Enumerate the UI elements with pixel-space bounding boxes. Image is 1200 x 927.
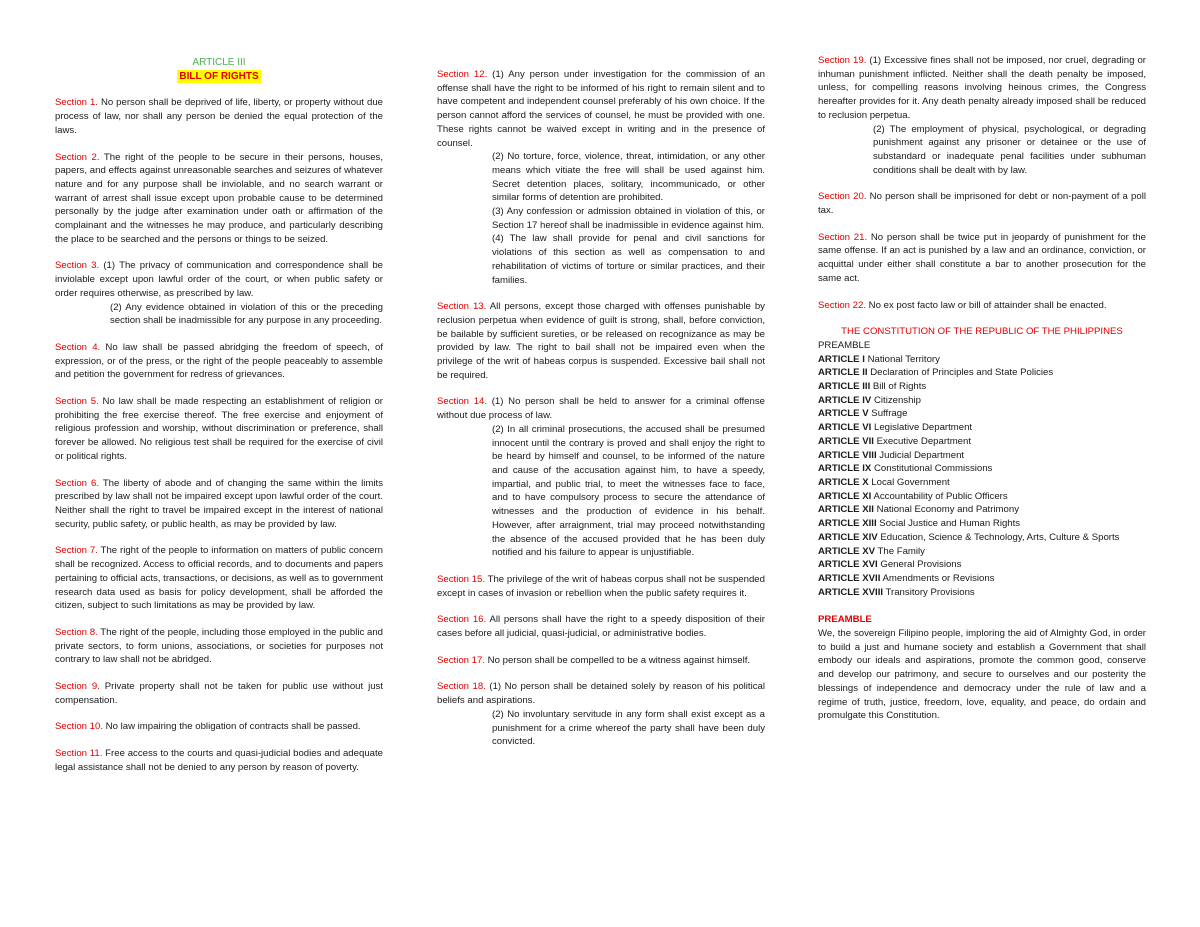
article-number: ARTICLE VII [818, 435, 874, 447]
article-list-item [818, 380, 1146, 394]
article-title: Bill of Rights [870, 381, 927, 393]
section-text: No person shall be twice put in jeopardy of punishment for the same offense. If an act is punished by a law and an ordinance, conviction, or acquittal under either shall constitute a bar to another prosecution for the same act. [818, 231, 1146, 284]
section-paragraph [55, 626, 383, 667]
column-1 [55, 56, 383, 788]
section-paragraph [437, 654, 765, 668]
article-list-item [818, 394, 1146, 408]
section-label: Section 1. [55, 97, 98, 109]
article-number: ARTICLE XVII [818, 572, 881, 584]
section-text: No law shall be passed abridging the freedom of speech, of expression, or of the press, or the right of the people peaceably to assemble and petition the government for redress of grievances. [55, 341, 383, 381]
article-list-item [818, 586, 1146, 600]
subsection-text: (2) No torture, force, violence, threat, intimidation, or any other means which vitiate the free will shall be used against him. Secret detention places, solitary, incommunicado, or other similar forms of detention are prohibited. [492, 151, 765, 204]
article-list-item [818, 407, 1146, 421]
section-label: Section 7. [55, 545, 98, 557]
subsection-text: (2) The employment of physical, psychological, or degrading punishment against any prisoner or detainee or the use of substandard or inadequate penal facilities under subhuman conditions shall be dealt with by law. [873, 123, 1146, 176]
article-number: ARTICLE II [818, 367, 868, 379]
subsection-text: (4) The law shall provide for penal and civil sanctions for violations of this section as well as compensation to and rehabilitation of victims of torture or similar practices, and their families. [492, 233, 765, 286]
article-number: ARTICLE VI [818, 422, 872, 434]
article-title: Local Government [868, 476, 950, 488]
constitution-title: THE CONSTITUTION OF THE REPUBLIC OF THE PHILIPPINES [841, 326, 1123, 338]
section-paragraph [437, 680, 765, 749]
article-list [818, 353, 1146, 600]
section-text: (1) Any person under investigation for the commission of an offense shall have the right to be informed of his right to remain silent and to have competent and independent counsel preferably of his own choice. If the person cannot afford the services of counsel, he must be provided with one. These rights cannot be waived except in writing and in the presence of counsel. [437, 69, 765, 149]
section-label: Section 14. [437, 396, 488, 408]
article-list-item [818, 545, 1146, 559]
section-list [437, 68, 765, 749]
section-paragraph [55, 151, 383, 247]
article-number: ARTICLE XII [818, 504, 874, 516]
section-paragraph [437, 68, 765, 287]
section-label: Section 5. [55, 396, 99, 408]
section-label: Section 9. [55, 681, 100, 693]
section-paragraph [55, 341, 383, 382]
article-title: Education, Science & Technology, Arts, Culture & Sports [877, 531, 1120, 543]
article-list-item [818, 517, 1146, 531]
section-label: Section 17. [437, 654, 486, 666]
section-list [55, 96, 383, 774]
section-label: Section 8. [55, 626, 98, 638]
section-label: Section 18. [437, 681, 486, 693]
section-text: The right of the people to information on matters of public concern shall be recognized. Access to official records, and to documents and papers pertaining to official acts, transactions, or decisions, as well as to government research data used as basis for policy development, shall be afforded the citizen, subject to such limitations as may be provided by law. [55, 545, 383, 612]
section-text: The privilege of the writ of habeas corpus shall not be suspended except in cases of invasion or rebellion when the public safety requires it. [437, 573, 765, 599]
article-list-item [818, 531, 1146, 545]
section-text: (1) No person shall be held to answer for a criminal offense without due process of law. [437, 396, 765, 422]
section-label: Section 12. [437, 69, 488, 80]
section-text: The right of the people, including those employed in the public and private sectors, to form unions, associations, or societies for purposes not contrary to law shall not be abridged. [55, 626, 384, 666]
article-list-item [818, 503, 1146, 517]
article-list-item [818, 558, 1146, 572]
section-paragraph [55, 747, 383, 774]
article-title: National Territory [864, 353, 940, 365]
article-number: ARTICLE XIII [818, 518, 877, 530]
subsection-text: (3) Any confession or admission obtained in violation of this, or Section 17 hereof shall be inadmissible in evidence against him. [492, 206, 765, 231]
article-number: ARTICLE XI [818, 490, 872, 502]
section-paragraph [818, 54, 1146, 177]
section-paragraph [437, 573, 765, 600]
column-3 [818, 54, 1146, 723]
article-title: Citizenship [871, 394, 921, 406]
article-heading: ARTICLE III [192, 57, 246, 68]
section-text: The liberty of abode and of changing the same within the limits prescribed by law shall not be impaired except upon lawful order of the court. Neither shall the right to travel be impaired except in the interest of national security, public safety, or public health, as may be provided by law. [55, 477, 383, 530]
section-label: Section 13. [437, 301, 487, 313]
article-title: National Economy and Patrimony [873, 504, 1020, 516]
section-paragraph [437, 613, 765, 640]
section-text: (1) The privacy of communication and correspondence shall be inviolable except upon lawful order of the court, or when public safety or order requires otherwise, as prescribed by law. [55, 260, 383, 299]
section-label: Section 15. [437, 573, 486, 585]
article-number: ARTICLE X [818, 476, 869, 488]
article-title: Executive Department [873, 435, 972, 447]
section-label: Section 2. [55, 151, 100, 163]
section-text: Free access to the courts and quasi-judicial bodies and adequate legal assistance shall not be denied to any person by reason of poverty. [55, 748, 383, 773]
section-label: Section 4. [55, 341, 101, 353]
section-label: Section 3. [55, 260, 100, 272]
section-label: Section 11. [55, 748, 103, 760]
section-label: Section 22. [818, 299, 867, 311]
article-number: ARTICLE VIII [818, 449, 877, 461]
section-paragraph [818, 190, 1146, 217]
article-title: Legislative Department [871, 422, 973, 434]
section-text: No person shall be compelled to be a witness against himself. [485, 654, 751, 666]
article-list-item [818, 572, 1146, 586]
article-title: Social Justice and Human Rights [876, 518, 1021, 530]
preamble-heading: PREAMBLE [818, 614, 872, 626]
section-paragraph [55, 395, 383, 464]
section-paragraph [55, 680, 383, 707]
section-text: (1) No person shall be detained solely by reason of his political beliefs and aspirations. [437, 681, 765, 707]
section-text: All persons, except those charged with offenses punishable by reclusion perpetua when evidence of guilt is strong, shall, before conviction, be bailable by sufficient sureties, or be released on recognizance as may be provided by law. The right to bail shall not be impaired even when the privilege of the writ of habeas corpus is suspended. Excessive bail shall not be required. [437, 301, 765, 381]
article-title: Constitutional Commissions [871, 463, 993, 475]
article-title: Judicial Department [876, 449, 965, 461]
article-title: Declaration of Principles and State Policies [867, 367, 1054, 379]
article-number: ARTICLE XVIII [818, 586, 884, 598]
subsection-text: (2) In all criminal prosecutions, the accused shall be presumed innocent until the contrary is proved and shall enjoy the right to be heard by himself and counsel, to be informed of the nature and cause of the accusation against him, to have a speedy, impartial, and public trial, to meet the witnesses face to face, and to have compulsory process to secure the attendance of witnesses and the production of evidence in his behalf. However, after arraignment, trial may proceed notwithstanding the absence of the accused provided that he has been duly notified and his failure to appear is unjustifiable. [492, 423, 765, 559]
article-list-item [818, 366, 1146, 380]
section-label: Section 21. [818, 231, 868, 243]
section-paragraph [55, 259, 383, 328]
article-number: ARTICLE V [818, 408, 869, 420]
section-list [818, 54, 1146, 312]
article-list-item [818, 421, 1146, 435]
section-paragraph [437, 395, 765, 559]
article-title: Transitory Provisions [883, 586, 975, 598]
article-title: Amendments or Revisions [880, 572, 995, 584]
section-label: Section 6. [55, 477, 99, 489]
article-number: ARTICLE I [818, 353, 865, 365]
section-text: No person shall be deprived of life, liberty, or property without due process of law, nor shall any person be denied the equal protection of the laws. [55, 97, 384, 136]
section-label: Section 20. [818, 191, 867, 203]
subsection-text: (2) Any evidence obtained in violation of this or the preceding section shall be inadmissible for any purpose in any proceeding. [110, 301, 383, 327]
section-text: No person shall be imprisoned for debt or non-payment of a poll tax. [818, 191, 1146, 217]
article-number: ARTICLE XIV [818, 531, 878, 543]
section-text: The right of the people to be secure in their persons, houses, papers, and effects against unreasonable searches and seizures of whatever nature and for any purpose shall be inviolable, and no search warrant or warrant of arrest shall issue except upon probable cause to be determined personally by the judge after examination under oath or affirmation of the complainant and the witnesses he may produce, and particularly describing the place to be searched and the persons or things to be seized. [55, 151, 383, 245]
section-paragraph [818, 231, 1146, 286]
section-text: No law impairing the obligation of contracts shall be passed. [103, 721, 361, 733]
article-list-item [818, 462, 1146, 476]
section-text: No law shall be made respecting an establishment of religion or prohibiting the free exercise thereof. The free exercise and enjoyment of religious profession and worship, without discrimination or preference, shall forever be allowed. No religious test shall be required for the exercise of civil or political rights. [55, 396, 383, 462]
section-paragraph [55, 477, 383, 532]
section-paragraph [55, 544, 383, 613]
preamble-text: We, the sovereign Filipino people, imploring the aid of Almighty God, in order to build a just and humane society and establish a Government that shall embody our ideals and aspirations, promote the common good, conserve and develop our patrimony, and secure to ourselves and our posterity the blessings of independence and democracy under the rule of law and a regime of truth, justice, freedom, love, equality, and peace, do ordain and promulgate this Constitution. [818, 628, 1146, 722]
section-label: Section 10. [55, 721, 104, 733]
preamble-label: PREAMBLE [818, 339, 871, 351]
article-number: ARTICLE IV [818, 394, 872, 406]
section-label: Section 16. [437, 614, 487, 626]
article-list-item [818, 353, 1146, 367]
column-2 [437, 68, 765, 762]
article-list-item [818, 435, 1146, 449]
section-paragraph [55, 96, 383, 137]
article-title: Accountability of Public Officers [871, 490, 1008, 502]
section-text: All persons shall have the right to a speedy disposition of their cases before all judicial, quasi-judicial, or administrative bodies. [437, 614, 765, 640]
article-title: Suffrage [868, 408, 908, 420]
article-title: The Family [875, 545, 925, 557]
article-list-item [818, 449, 1146, 463]
article-number: ARTICLE IX [818, 463, 872, 475]
article-number: ARTICLE III [818, 381, 871, 393]
section-paragraph [55, 720, 383, 734]
article-list-item [818, 490, 1146, 504]
section-text: (1) Excessive fines shall not be imposed, nor cruel, degrading or inhuman punishment inflicted. Neither shall the death penalty be imposed, unless, for compelling reasons involving heinous crimes, the Congress hereafter provides for it. Any death penalty already imposed shall be reduced to reclusion perpetua. [818, 55, 1146, 121]
section-text: No ex post facto law or bill of attainder shall be enacted. [866, 299, 1107, 311]
article-number: ARTICLE XVI [818, 559, 878, 571]
section-label: Section 19. [818, 55, 867, 66]
article-number: ARTICLE XV [818, 545, 876, 557]
bill-of-rights-heading: BILL OF RIGHTS [179, 70, 259, 82]
section-paragraph [818, 299, 1146, 313]
subsection-text: (2) No involuntary servitude in any form shall exist except as a punishment for a crime whereof the party shall have been duly convicted. [492, 708, 765, 748]
article-list-item [818, 476, 1146, 490]
section-paragraph [437, 300, 765, 382]
article-title: General Provisions [877, 559, 962, 571]
section-text: Private property shall not be taken for public use without just compensation. [55, 681, 383, 706]
